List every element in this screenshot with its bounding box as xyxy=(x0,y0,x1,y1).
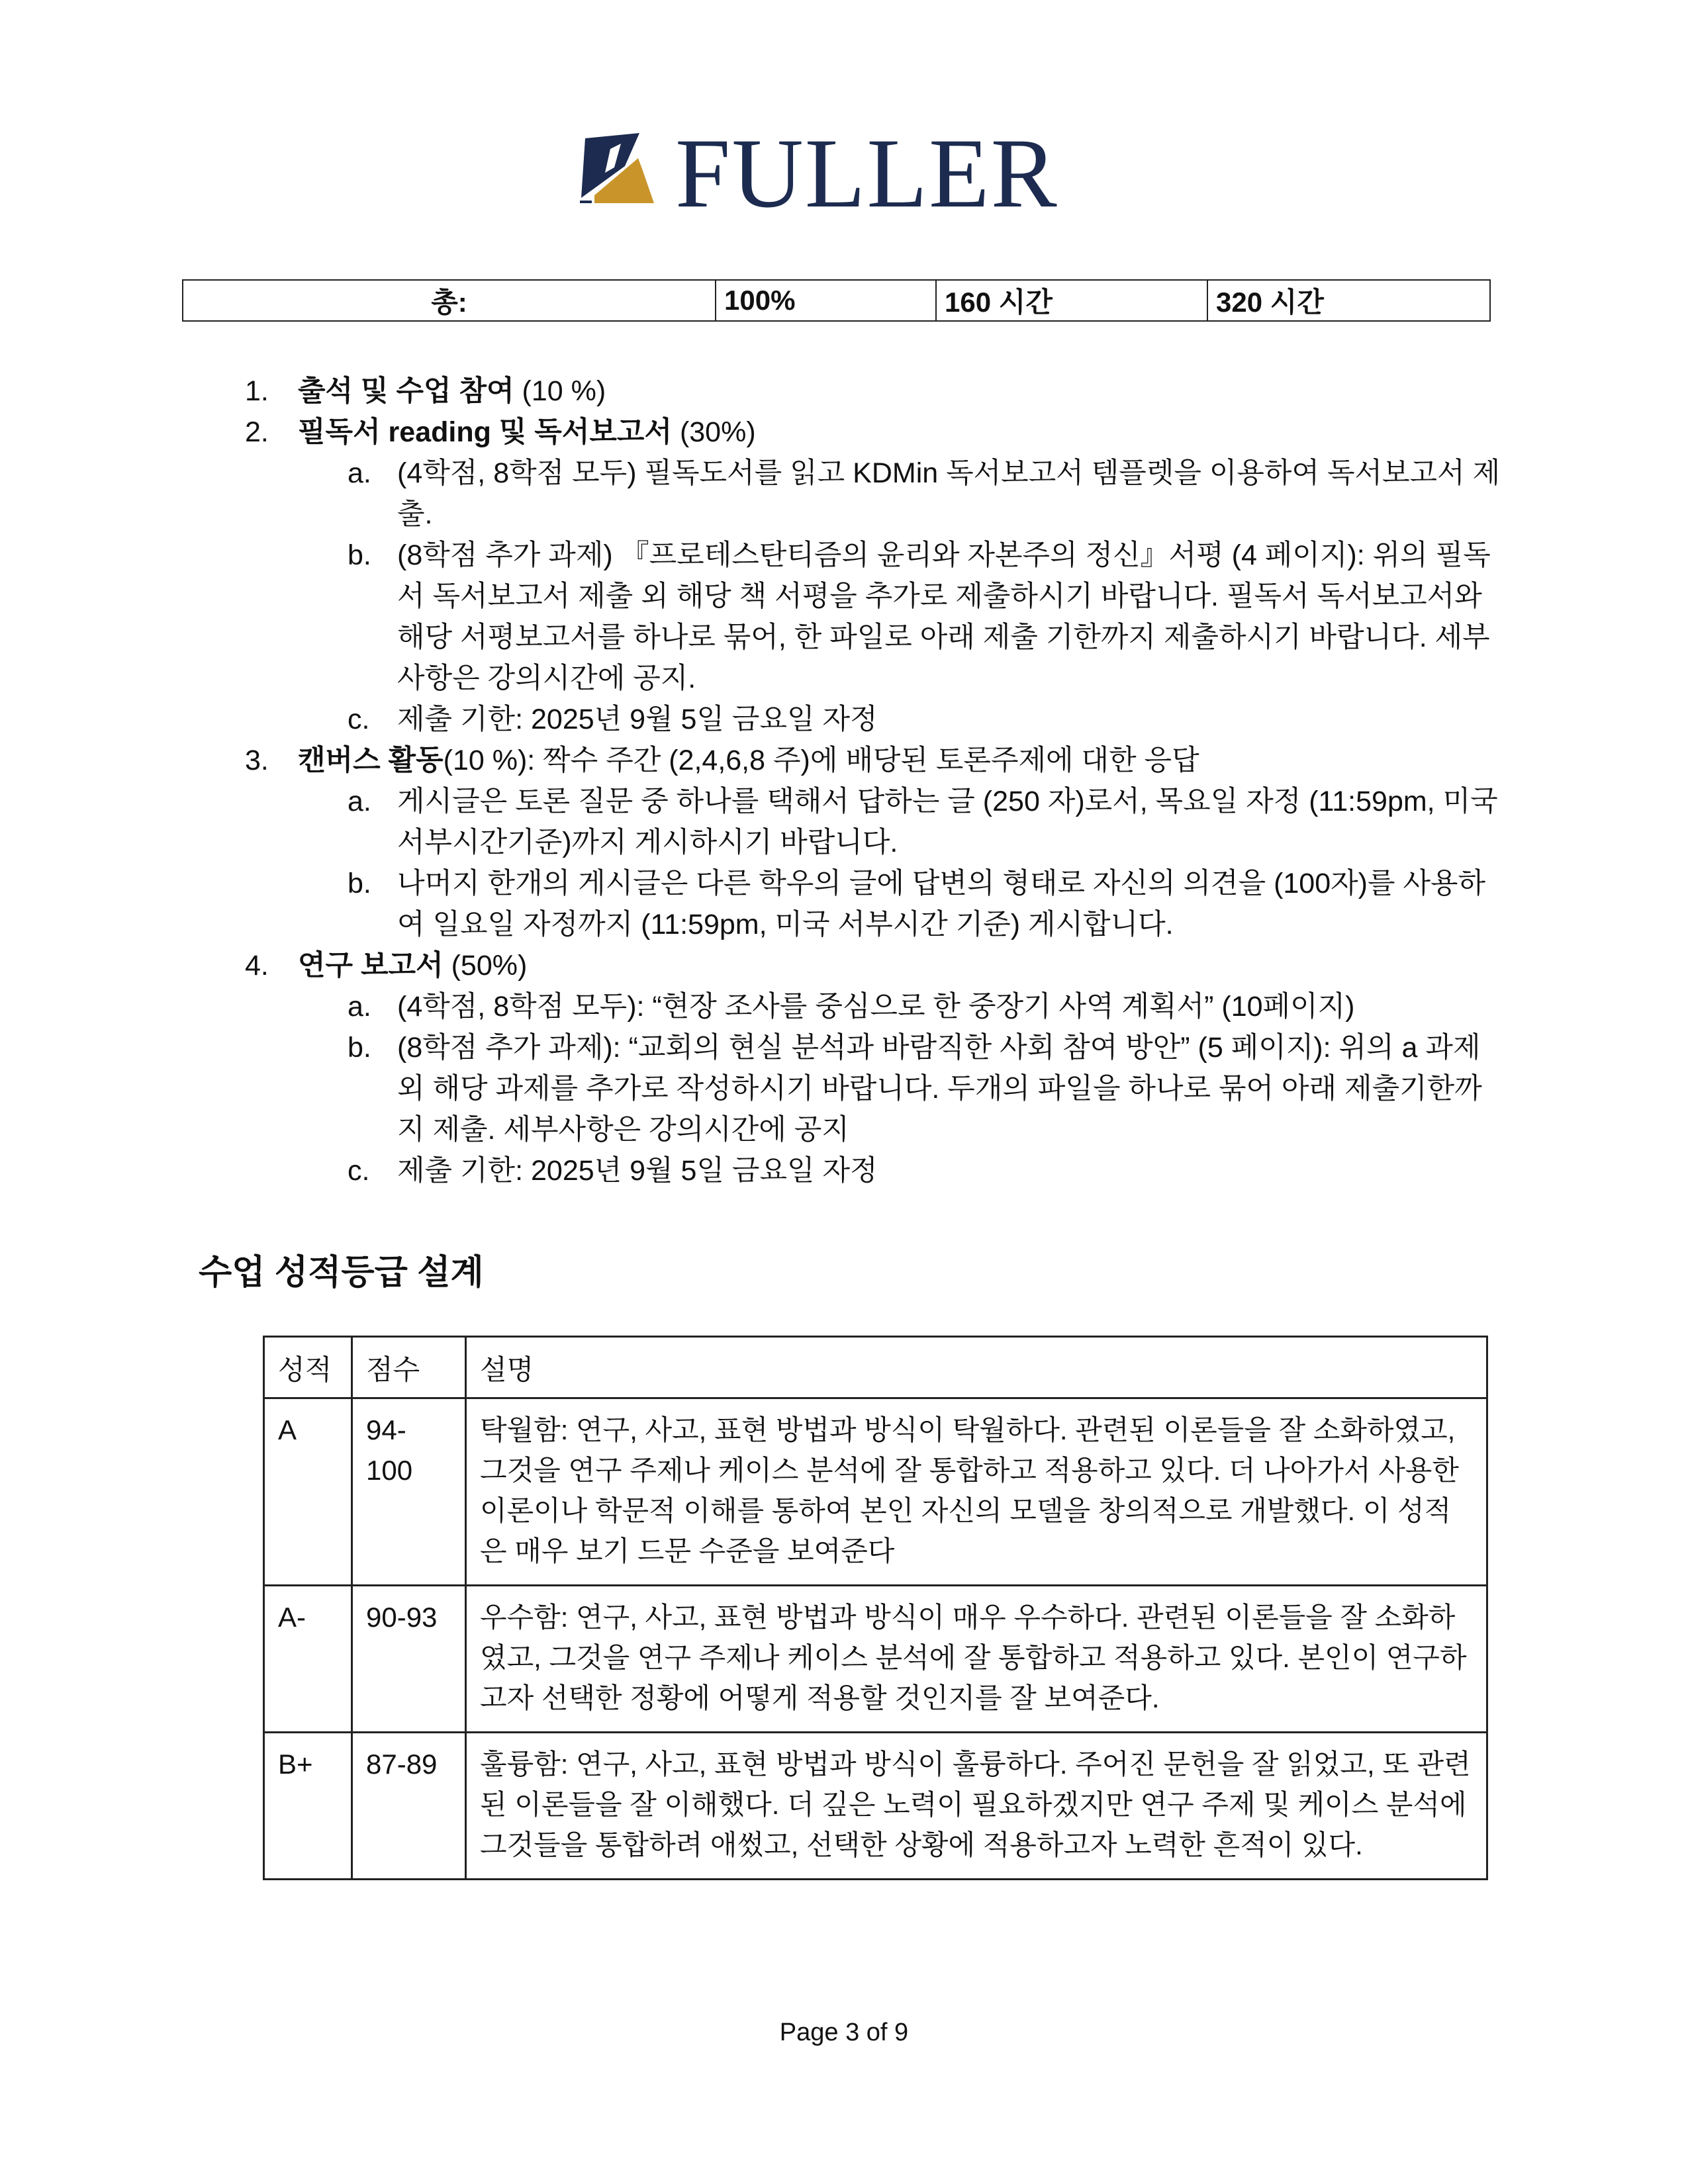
item-number: 2. xyxy=(245,416,269,448)
sub-text: 나머지 한개의 게시글은 다른 학우의 글에 답변의 형태로 자신의 의견을 (100자)를 사용하여 일요일 자정까지 (11:59pm, 미국 서부시간 기준) 게시합니다. xyxy=(397,868,1486,940)
sub-letter: b. xyxy=(348,1032,371,1064)
totals-percent: 100% xyxy=(716,280,936,321)
sub-letter: a. xyxy=(348,991,371,1023)
item-number: 3. xyxy=(245,745,269,776)
description-cell: 우수함: 연구, 사고, 표현 방법과 방식이 매우 우수하다. 관련된 이론들을 잘 소화하였고, 그것을 연구 주제나 케이스 분석에 잘 통합하고 적용하고 있다. 본인이 연구하고자 선택한 정황에 어떻게 적용할 것인지를 잘 보여준다. xyxy=(466,1586,1487,1733)
item-rest: (10 %): 짝수 주간 (2,4,6,8 주)에 배당된 토론주제에 대한 응답 xyxy=(443,745,1199,776)
score-cell: 90-93 xyxy=(352,1586,466,1733)
list-item xyxy=(245,945,1503,986)
totals-table xyxy=(182,279,1491,322)
fuller-logo xyxy=(576,118,1112,228)
item-title: 캔버스 활동 xyxy=(298,745,444,776)
header-description: 설명 xyxy=(466,1337,1487,1398)
description-cell: 탁월함: 연구, 사고, 표현 방법과 방식이 탁월하다. 관련된 이론들을 잘 소화하였고, 그것을 연구 주제나 케이스 분석에 잘 통합하고 적용하고 있다. 더 나아가서 사용한 이론이나 학문적 이해를 통하여 본인 자신의 모델을 창의적으로 개발했다. 이 성적은 매우 보기 드문 수준을 보여준다 xyxy=(466,1398,1487,1586)
description-cell: 훌륭함: 연구, 사고, 표현 방법과 방식이 훌륭하다. 주어진 문헌을 잘 읽었고, 또 관련된 이론들을 잘 이해했다. 더 깊은 노력이 필요하겠지만 연구 주제 및 케이스 분석에 그것들을 통합하려 애썼고, 선택한 상황에 적용하고자 노력한 흔적이 있다. xyxy=(466,1733,1487,1880)
sub-text: (8학점 추가 과제): “교회의 현실 분석과 바람직한 사회 참여 방안” (5 페이지): 위의 a 과제 외 해당 과제를 추가로 작성하시기 바랍니다. 두개의 파일을 하나로 묶어 아래 제출기한까지 제출. 세부사항은 강의시간에 공지 xyxy=(397,1032,1482,1146)
item-number: 4. xyxy=(245,950,269,981)
item-rest: (50%) xyxy=(443,950,528,981)
page-footer: Page 3 of 9 xyxy=(779,2019,909,2046)
totals-label: 총: xyxy=(183,280,716,321)
sub-item xyxy=(245,1027,1503,1150)
list-item xyxy=(245,740,1503,781)
logo-wordmark: FULLER xyxy=(675,118,1058,228)
grade-cell: A- xyxy=(264,1586,352,1733)
grading-heading: 수업 성적등급 설계 xyxy=(199,1253,484,1292)
item-rest: (30%) xyxy=(672,416,756,448)
item-rest: (10 %) xyxy=(514,375,606,407)
sub-text: (4학점, 8학점 모두) 필독도서를 읽고 KDMin 독서보고서 템플렛을 이용하여 독서보고서 제출. xyxy=(397,457,1501,530)
sub-item xyxy=(245,535,1503,699)
totals-hours-4: 160 시간 xyxy=(936,280,1207,321)
item-title: 연구 보고서 xyxy=(298,950,444,981)
header-grade: 성적 xyxy=(264,1337,352,1398)
sub-item xyxy=(245,699,1503,740)
item-title: 출석 및 수업 참여 xyxy=(298,375,514,407)
sub-letter: c. xyxy=(348,1155,370,1187)
sub-text: 게시글은 토론 질문 중 하나를 택해서 답하는 글 (250 자)로서, 목요일 자정 (11:59pm, 미국 서부시간기준)까지 게시하시기 바랍니다. xyxy=(397,786,1498,858)
sub-text: (4학점, 8학점 모두): “현장 조사를 중심으로 한 중장기 사역 계획서” (10페이지) xyxy=(397,991,1355,1023)
requirements-list xyxy=(245,371,1503,1191)
sub-text: 제출 기한: 2025년 9월 5일 금요일 자정 xyxy=(397,1155,878,1187)
item-title: 필독서 reading 및 독서보고서 xyxy=(298,416,672,448)
table-row xyxy=(264,1586,1487,1733)
sub-letter: b. xyxy=(348,868,371,899)
list-item xyxy=(245,412,1503,453)
sub-text: 제출 기한: 2025년 9월 5일 금요일 자정 xyxy=(397,704,878,735)
sub-item xyxy=(245,453,1503,535)
item-number: 1. xyxy=(245,375,269,407)
table-row xyxy=(264,1398,1487,1586)
sub-text: (8학점 추가 과제) 『프로테스탄티즘의 윤리와 자본주의 정신』서평 (4 페이지): 위의 필독서 독서보고서 제출 외 해당 책 서평을 추가로 제출하시기 바랍니다. 필독서 독서보고서와 해당 서평보고서를 하나로 묶어, 한 파일로 아래 제출 기한까지 제출하시기 바랍니다. 세부사항은 강의시간에 공지. xyxy=(397,539,1491,694)
grading-table xyxy=(263,1336,1488,1880)
sub-letter: a. xyxy=(348,786,371,817)
list-item xyxy=(245,371,1503,412)
sub-letter: b. xyxy=(348,539,371,571)
grade-cell: A xyxy=(264,1398,352,1586)
totals-hours-8: 320 시간 xyxy=(1207,280,1490,321)
table-row xyxy=(264,1733,1487,1880)
sub-item xyxy=(245,1150,1503,1191)
totals-row xyxy=(183,280,1490,321)
table-header-row xyxy=(264,1337,1487,1398)
sub-item xyxy=(245,781,1503,863)
sub-item xyxy=(245,986,1503,1027)
score-cell: 87-89 xyxy=(352,1733,466,1880)
sub-letter: a. xyxy=(348,457,371,489)
grade-cell: B+ xyxy=(264,1733,352,1880)
header-score: 점수 xyxy=(352,1337,466,1398)
score-cell: 94-100 xyxy=(352,1398,466,1586)
sub-letter: c. xyxy=(348,704,370,735)
sub-item xyxy=(245,863,1503,945)
fuller-book-icon xyxy=(576,129,655,205)
